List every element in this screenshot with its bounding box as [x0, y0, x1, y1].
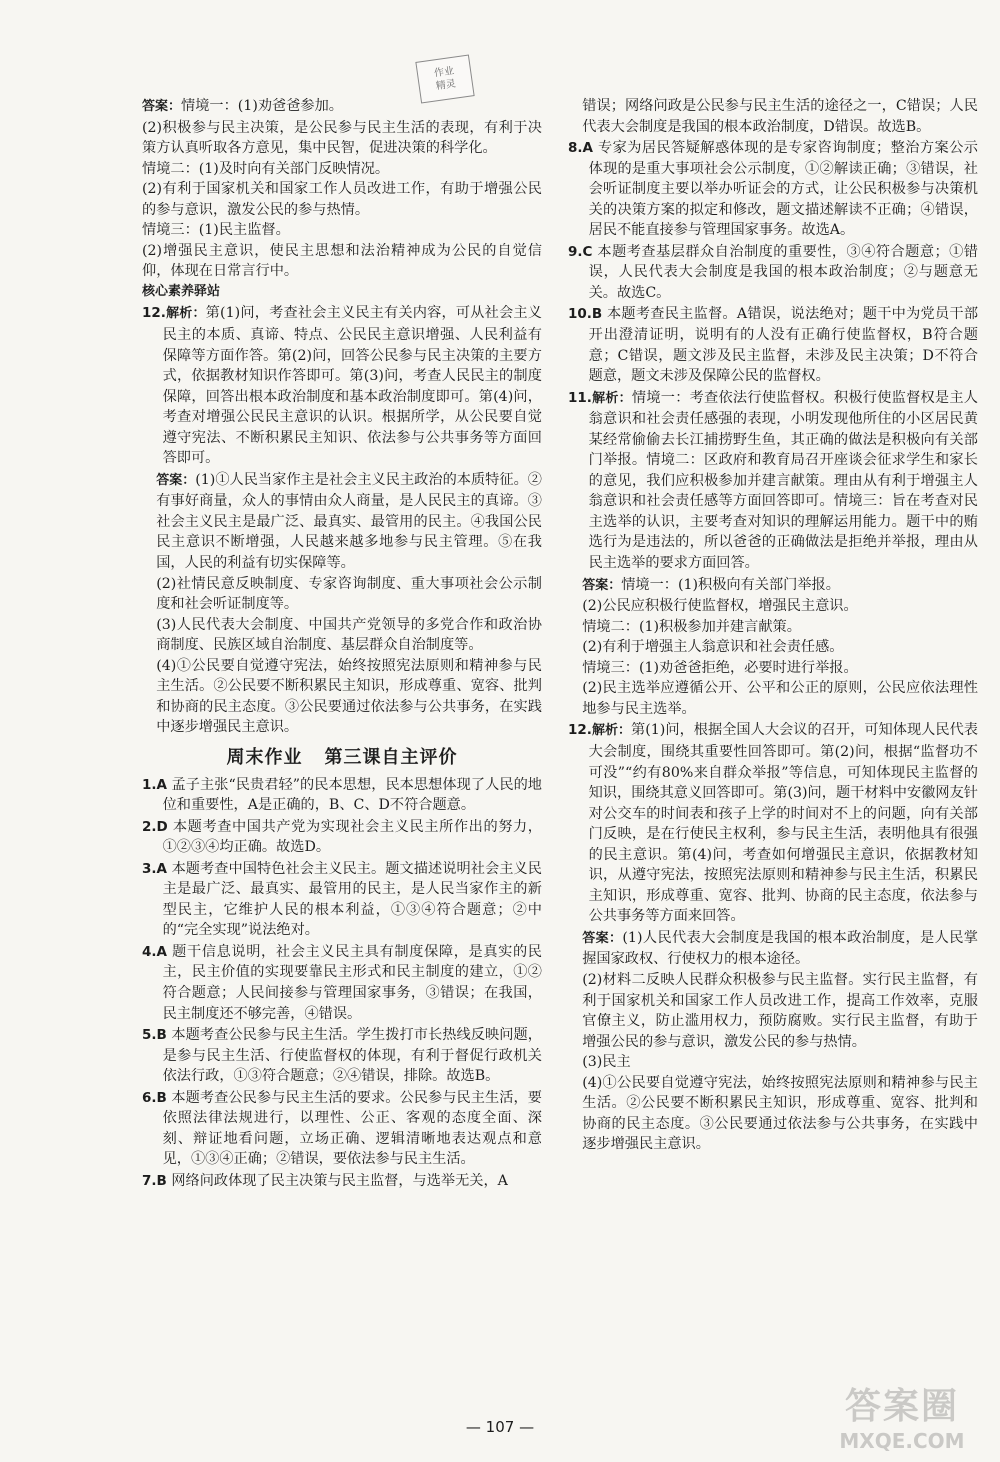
answer-paragraph: (2)积极参与民主决策，是公民参与民主生活的表现，有利于决策方认真听取各方意见，集中民智，促进决策的科学化。 — [142, 119, 542, 157]
question-12-answer-1: 答案：(1)人民代表大会制度是我国的根本政治制度，是人民掌握国家政权、行使权力的根本途径。 — [582, 929, 978, 968]
answer-paragraph: (2)有利于国家机关和国家工作人员改进工作，有助于增强公民的参与意识，激发公民的参与热情。 — [142, 181, 542, 218]
right-column — [568, 96, 978, 1155]
answer-paragraph: (2)增强民主意识，使民主思想和法治精神成为公民的自觉信仰，体现在日常言行中。 — [142, 242, 542, 280]
list-item: 7.B 网络问政体现了民主决策与民主监督，与选举无关，A — [142, 1172, 508, 1189]
list-item: 10.B 本题考查民主监督。A错误，说法绝对；题干中为党员干部开出澄清证明，说明有的人没有正确行使监督权，B符合题意；C错误，题文涉及民主监督，未涉及民主决策；D不符合题意，题文未涉及保障公民的监督权。 — [568, 306, 979, 385]
answer-paragraph: 情境二：(1)及时向有关部门反映情况。 — [142, 160, 390, 177]
question-12-answer-4: (4)①公民要自觉遵守宪法，始终按照宪法原则和精神参与民主生活。②公民要不断积累民主知识，形成尊重、宽容、批判和协商的民主态度。③公民要通过依法参与公共事务，在实践中逐步增强民主意识。 — [582, 1074, 978, 1153]
list-item: 6.B 本题考查公民参与民主生活的要求。公民参与民主生活，要依照法律法规进行，以理性、公正、客观的态度全面、深刻、辩证地看问题，立场正确、逻辑清晰地表达观点和意见，①③④正确；②错误，要依法参与民主生活。 — [142, 1089, 542, 1168]
section-title: 核心素养驿站 — [142, 283, 221, 299]
list-item: 1.A 孟子主张“民贵君轻”的民本思想，民本思想体现了人民的地位和重要性，A是正确的，B、C、D不符合题意。 — [142, 776, 542, 814]
list-item: 5.B 本题考查公民参与民主生活。学生拨打市长热线反映问题，是参与民主生活、行使监督权的体现，有利于督促行政机关依法行政，①③符合题意；②④错误，排除。故选B。 — [142, 1027, 542, 1085]
question-12-answer-2: (2)材料二反映人民群众积极参与民主监督。实行民主监督，有利于国家机关和国家工作人员改进工作，提高工作效率，克服官僚主义，防止滥用权力，预防腐败。实行民主监督，有助于增强公民的参与意识，激发公民的参与热情。 — [582, 971, 978, 1050]
page-number: — 107 — — [465, 1418, 535, 1436]
question-11-analysis: 11.解析：情境一：考查依法行使监督权。积极行使监督权是主人翁意识和社会责任感强的表现，小明发现他所住的小区居民黄某经常偷偷去长江捕捞野生鱼，其正确的做法是积极向有关部门举报。情境二：区政府和教育局召开座谈会征求学生和家长的意见，我们应积极参加并建言献策。理由从有利于增强主人翁意识和社会责任感等方面回答即可。情境三：旨在考查对民主选举的认识，主要考查对知识的理解运用能力。题干中的贿选行为是违法的，所以爸爸的正确做法是拒绝并举报，理由从民主选举的要求方面回答。 — [568, 389, 978, 572]
list-item: 9.C 本题考查基层群众自治制度的重要性，③④符合题意；①错误，人民代表大会制度是我国的根本政治制度；②与题意无关。故选C。 — [568, 243, 978, 301]
stamp-logo: 作业 精灵 — [415, 54, 474, 103]
left-column — [142, 96, 542, 1192]
list-item: 2.D 本题考查中国共产党为实现社会主义民主所作出的努力，①②③④均正确。故选D。 — [142, 818, 542, 856]
question-7-continued: 错误；网络问政是公民参与民主生活的途径之一，C错误；人民代表大会制度是我国的根本政治制度，D错误。故选B。 — [582, 98, 978, 135]
answer-paragraph: 情境二：(1)积极参加并建言献策。 — [582, 618, 801, 635]
answer-situation1-line1: 答案：情境一：(1)劝爸爸参加。 — [142, 98, 343, 114]
question-11-answer: 答案：情境一：(1)积极向有关部门举报。 — [582, 576, 840, 593]
question-12-analysis: 12.解析：第(1)问，根据全国人大会议的召开，可知体现人民代表大会制度，围绕其重要性回答即可。第(2)问，根据“监督功不可没”“约有80%来自群众举报”等信息，可知体现民主监督的知识，围绕其意义回答即可。第(3)问，题干材料中安徽网友针对公交车的时间表和孩子上学的时间对不上的问题，向有关部门反映，是在行使民主权利，参与民主生活，表明他具有很强的民主意识。第(4)问，考查如何增强民主意识，依据教材知识，从遵守宪法，按照宪法原则和精神参与民主生活，积累民主知识，形成尊重、宽容、批判、协商的民主态度，依法参与公共事务等方面来回答。 — [568, 722, 978, 925]
answer-paragraph: (2)有利于增强主人翁意识和社会责任感。 — [582, 639, 844, 656]
list-item: 8.A 专家为居民答疑解惑体现的是专家咨询制度；整治方案公示体现的是重大事项社会公示制度，①②解读正确；③错误，社会听证制度主要以举办听证会的方式，让公民积极参与决策机关的决策方案的拟定和修改，题文描述解读不正确；④错误，居民不能直接参与管理国家事务。故选A。 — [568, 140, 978, 239]
answer-paragraph: 情境三：(1)民主监督。 — [142, 222, 290, 239]
list-item: 4.A 题干信息说明，社会主义民主具有制度保障，是真实的民主，民主价值的实现要靠民主形式和民主制度的建立，①②符合题意；人民间接参与管理国家事务，③错误；在我国，民主制度还不够完善，④错误。 — [142, 943, 542, 1022]
answer-paragraph: 情境三：(1)劝爸爸拒绝，必要时进行举报。 — [582, 659, 858, 676]
question-12-answer-1: 答案：(1)①人民当家作主是社会主义民主政治的本质特征。②有事好商量，众人的事情由众人商量，是人民民主的真谛。③社会主义民主是最广泛、最真实、最管用的民主。④我国公民民主意识不断增强，人民越来越多地参与民主管理。⑤在我国，人民的利益有切实保障等。 — [156, 471, 542, 572]
weekend-homework-heading: 周末作业 第三课自主评价 — [226, 746, 458, 768]
question-12-answer-3: (3)民主 — [582, 1054, 631, 1071]
answer-paragraph: (2)公民应积极行使监督权，增强民主意识。 — [582, 598, 858, 615]
answer-paragraph: (2)民主选举应遵循公开、公平和公正的原则，公民应依法理性地参与民主选举。 — [582, 680, 978, 717]
question-12-answer-2: (2)社情民意反映制度、专家咨询制度、重大事项社会公示制度和社会听证制度等。 — [156, 575, 542, 613]
watermark-logo: 答案圈 MXQE.COM — [839, 1386, 965, 1453]
question-12-analysis: 12.解析：第(1)问，考查社会主义民主有关内容，可从社会主义民主的本质、真谛、特点、公民民主意识增强、人民利益有保障等方面作答。第(2)问，回答公民参与民主决策的主要方式，依据教材知识作答即可。第(3)问，考查人民民主的制度保障，回答出根本政治制度和基本政治制度即可。第(4)问，考查对增强公民民主意识的认识。根据所学，从公民要自觉遵守宪法、不断积累民主知识、依法参与公共事务等方面回答即可。 — [142, 305, 542, 467]
list-item: 3.A 本题考查中国特色社会主义民主。题文描述说明社会主义民主是最广泛、最真实、最管用的民主，是人民当家作主的新型民主，它维护人民的根本利益，①③④符合题意；②中的“完全实现”说法绝对。 — [142, 860, 542, 939]
question-12-answer-4: (4)①公民要自觉遵守宪法，始终按照宪法原则和精神参与民主生活。②公民要不断积累民主知识，形成尊重、宽容、批判和协商的民主态度。③公民要通过依法参与公共事务，在实践中逐步增强民主意识。 — [156, 657, 542, 736]
question-12-answer-3: (3)人民代表大会制度、中国共产党领导的多党合作和政治协商制度、民族区域自治制度、基层群众自治制度等。 — [156, 616, 542, 654]
